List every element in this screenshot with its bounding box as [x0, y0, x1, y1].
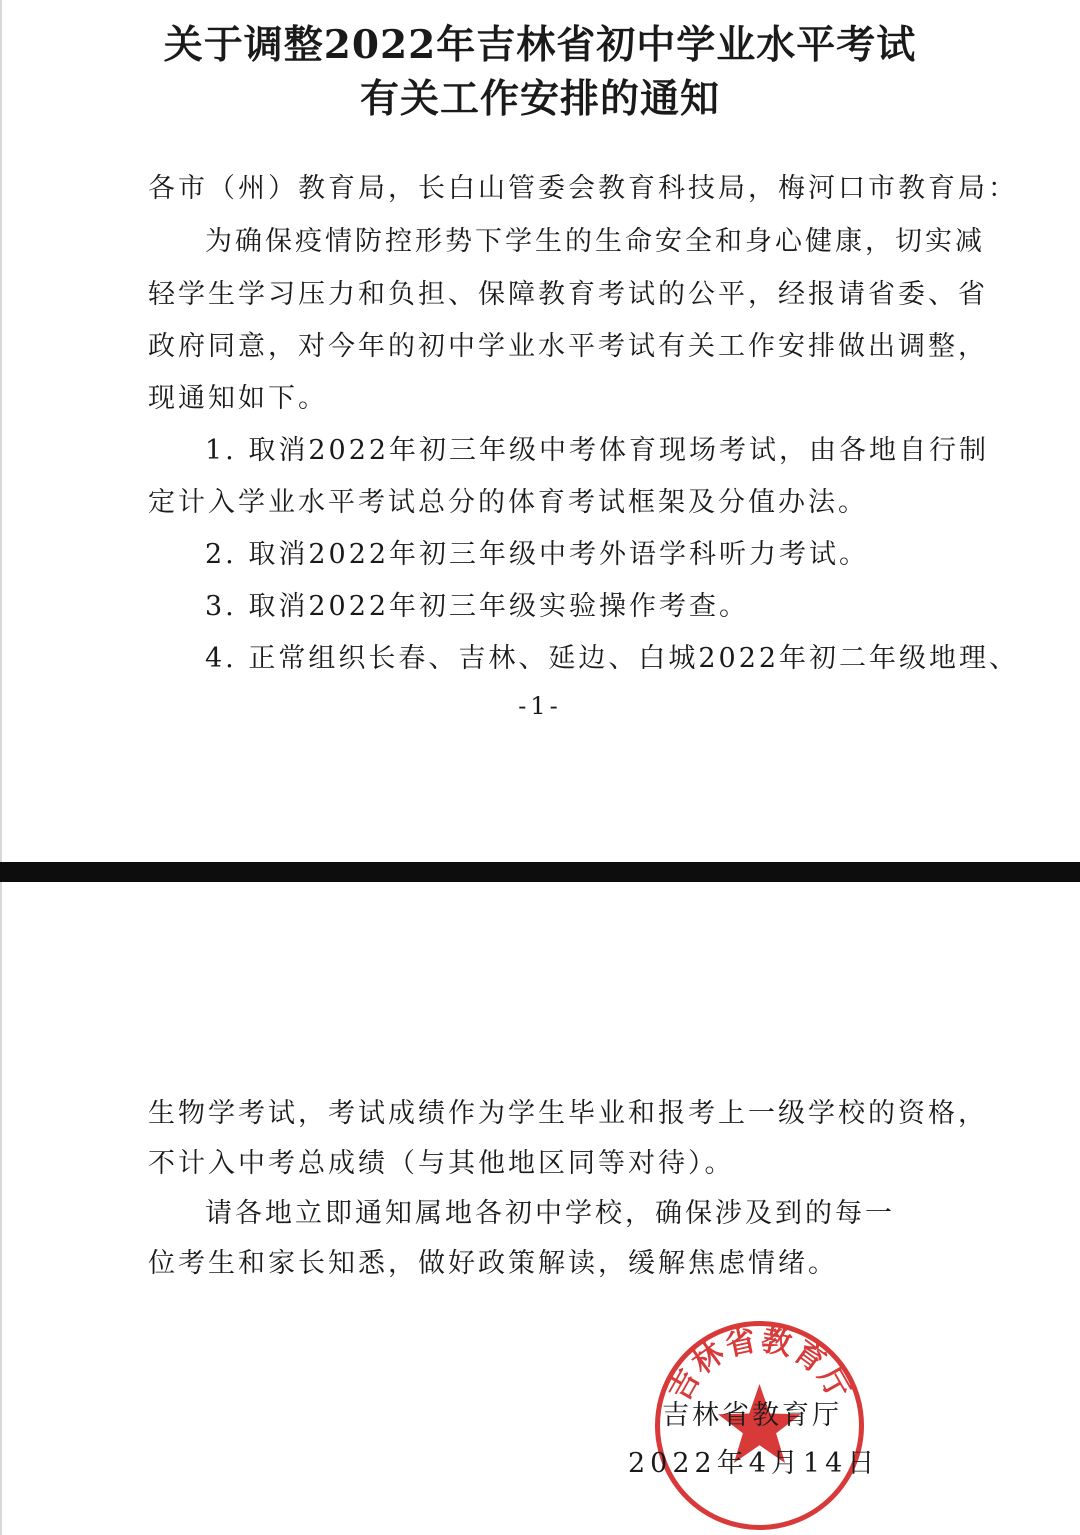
- page-divider: [0, 862, 1080, 882]
- signature-organization: 吉林省教育厅: [662, 1400, 842, 1431]
- paragraph-line: 位考生和家长知悉，做好政策解读，缓解焦虑情绪。: [148, 1248, 838, 1279]
- list-item-2: 2. 取消2022年初三年级中考外语学科听力考试。: [205, 539, 870, 570]
- salutation: 各市（州）教育局，长白山管委会教育科技局，梅河口市教育局：: [148, 173, 1018, 204]
- seal-arc-text: 吉林省教育厅: [662, 1322, 857, 1408]
- document-title-line-1: 关于调整2022年吉林省初中学业水平考试: [163, 22, 917, 68]
- paragraph-line: 为确保疫情防控形势下学生的生命安全和身心健康，切实减: [205, 226, 985, 257]
- paragraph-line: 轻学生学习压力和负担、保障教育考试的公平，经报请省委、省: [148, 279, 988, 310]
- list-item-3: 3. 取消2022年初三年级实验操作考查。: [205, 591, 750, 622]
- list-item-1-line: 定计入学业水平考试总分的体育考试框架及分值办法。: [148, 487, 868, 518]
- list-item-1-line: 1. 取消2022年初三年级中考体育现场考试，由各地自行制: [205, 435, 990, 466]
- list-item-4-line: 不计入中考总成绩（与其他地区同等对待）。: [148, 1148, 735, 1179]
- signature-date: 2022年4月14日: [628, 1448, 880, 1479]
- page-number: -1-: [518, 692, 562, 720]
- paragraph-line: 政府同意，对今年的初中学业水平考试有关工作安排做出调整，: [148, 331, 988, 362]
- list-item-4-line: 生物学考试，考试成绩作为学生毕业和报考上一级学校的资格，: [148, 1098, 988, 1129]
- list-item-4-line: 4. 正常组织长春、吉林、延边、白城2022年初二年级地理、: [205, 643, 1020, 674]
- paragraph-line: 请各地立即通知属地各初中学校，确保涉及到的每一: [205, 1198, 895, 1229]
- paragraph-line: 现通知如下。: [148, 383, 328, 414]
- document-title-line-2: 有关工作安排的通知: [359, 76, 720, 122]
